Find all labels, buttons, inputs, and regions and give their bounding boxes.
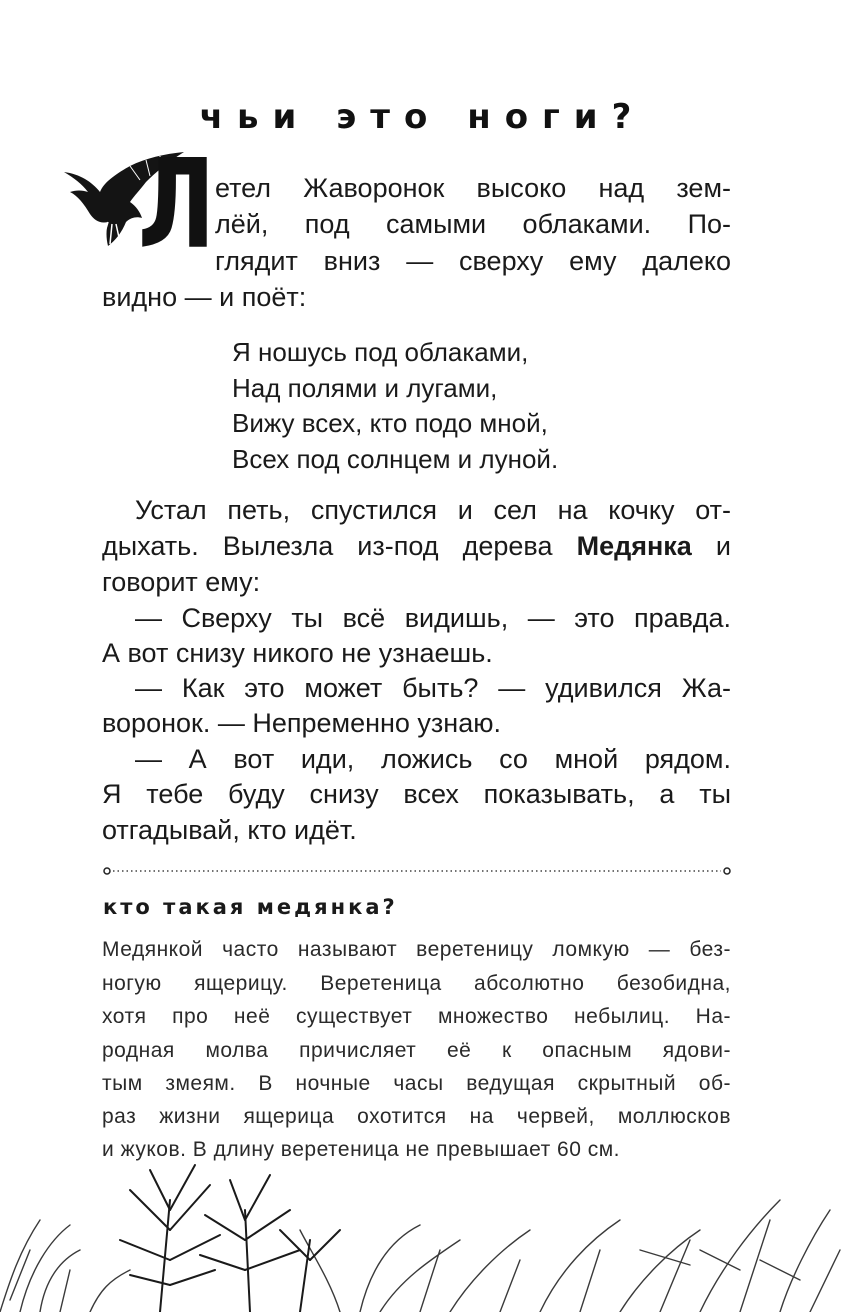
dialogue-line-2: А вот снизу никого не узнаешь. [102,638,493,668]
dialogue-line-1: — Сверху ты всё видишь, — это правда. [135,603,731,633]
dialogue-line-7: отгадывай, кто идёт. [102,815,357,845]
infobox-title: кто такая медянка? [103,895,398,919]
infobox-line-4: родная молва причисляет её к опасным ядови- [102,1039,731,1062]
infobox-line-6: раз жизни ящерица охотится на червей, моллюсков [102,1105,731,1128]
poem-line-3: Вижу всех, кто подо мной, [232,408,548,438]
para2-line-3: говорит ему: [102,567,261,597]
poem-line-2: Над полями и лугами, [232,373,498,403]
dialogue-line-4: воронок. — Непременно узнаю. [102,708,501,738]
bold-term-medyanka: Медянка [576,531,692,561]
drop-cap-letter [138,150,222,274]
intro-line-1: етел Жаворонок высоко над зем- [215,173,731,203]
intro-line-3: глядит вниз — сверху ему далеко [215,246,731,276]
infobox-line-3: хотя про неё существует множество небылиц. На- [102,1005,731,1028]
drop-cap-text: Л [138,150,216,274]
poem-line-1: Я ношусь под облаками, [232,337,529,367]
infobox-line-2: ногую ящерицу. Веретеница абсолютно безобидна, [102,972,731,995]
dialogue-line-5: — А вот иди, ложись со мной рядом. [135,744,731,774]
poem-line-4: Всех под солнцем и луной. [232,444,559,474]
intro-line-2: лёй, под самыми облаками. По- [215,209,731,239]
dialogue-line-3: — Как это может быть? — удивился Жа- [135,673,731,703]
infobox-line-7: и жуков. В длину веретеница не превышает 60 см. [102,1138,620,1161]
dialogue-line-6: Я тебе буду снизу всех показывать, а ты [102,779,731,809]
para2-line-1: Устал петь, спустился и сел на кочку от- [135,495,731,525]
intro-line-4: видно — и поёт: [102,282,307,312]
grass-icon [0,1130,845,1312]
page-title: чьи это ноги? [199,97,646,137]
para2-line-2: дыхать. Вылезла из-под дерева Медянка и [102,531,731,561]
infobox-line-1: Медянкой часто называют веретеницу ломкую — без- [102,938,731,961]
infobox-line-5: тым змеям. В ночные часы ведущая скрытный об- [102,1072,731,1095]
dotted-divider [103,866,731,876]
